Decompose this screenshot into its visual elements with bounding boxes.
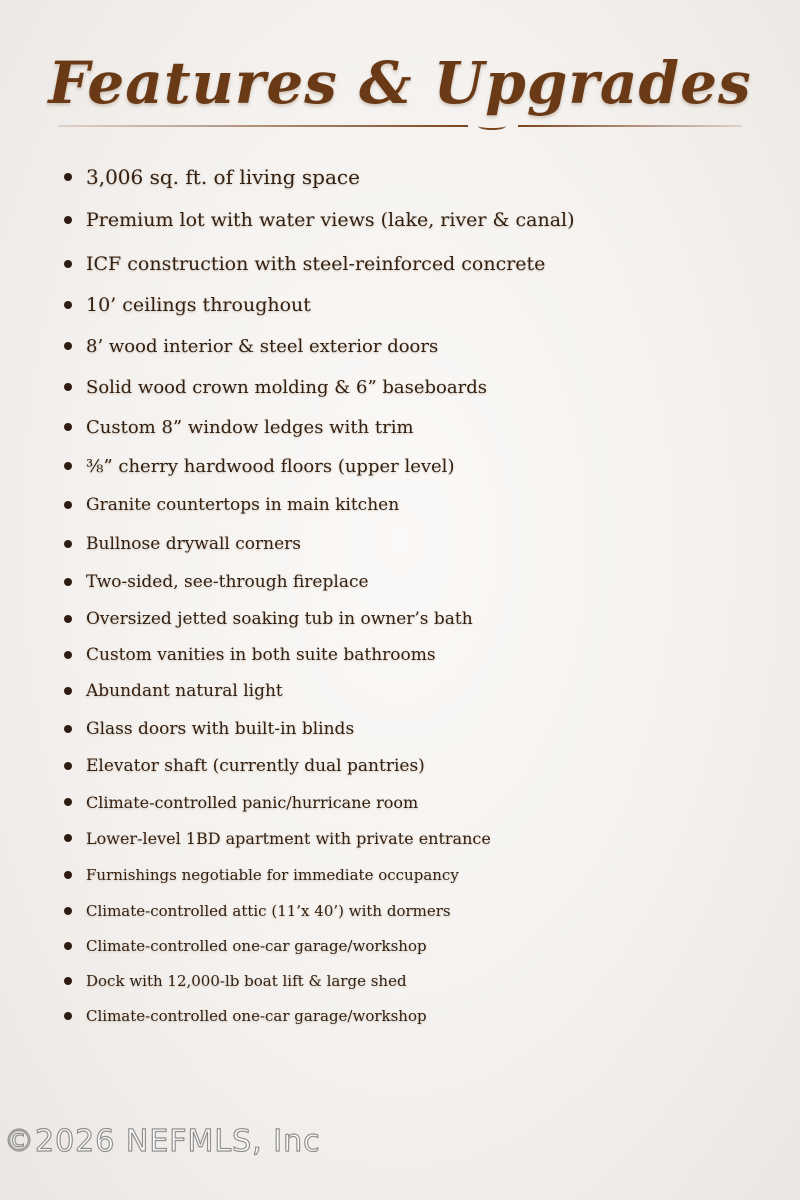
feature-text: Lower-level 1BD apartment with private entrance — [86, 828, 491, 848]
feature-text: 10’ ceilings throughout — [86, 294, 311, 316]
feature-text: Granite countertops in main kitchen — [86, 495, 400, 515]
bullet-icon — [64, 260, 72, 268]
feature-item — [60, 163, 360, 191]
feature-text: Premium lot with water views (lake, river & canal) — [86, 209, 575, 231]
bullet-icon — [64, 501, 72, 509]
feature-item — [60, 206, 575, 234]
bullet-icon — [64, 301, 72, 309]
feature-text: Climate-controlled one-car garage/workshop — [86, 1007, 427, 1025]
feature-item — [60, 788, 418, 816]
copyright-watermark: ©2026 NEFMLS, Inc — [4, 1124, 321, 1159]
feature-text: ICF construction with steel-reinforced concrete — [86, 253, 546, 275]
bullet-icon — [64, 615, 72, 623]
feature-item — [60, 605, 473, 633]
feature-item — [60, 1002, 427, 1030]
feature-text: Bullnose drywall corners — [86, 534, 302, 554]
feature-text: Elevator shaft (currently dual pantries) — [86, 756, 425, 776]
feature-item — [60, 452, 454, 480]
feature-text: ⅜” cherry hardwood floors (upper level) — [86, 455, 455, 477]
feature-item — [60, 897, 451, 925]
feature-item — [60, 568, 369, 596]
bullet-icon — [64, 942, 72, 950]
feature-text: Custom 8” window ledges with trim — [86, 416, 414, 438]
bullet-icon — [64, 651, 72, 659]
feature-text: Two-sided, see-through fireplace — [86, 572, 369, 592]
bullet-icon — [64, 798, 72, 806]
bullet-icon — [64, 173, 72, 181]
feature-text: Furnishings negotiable for immediate occupancy — [86, 866, 459, 884]
feature-item — [60, 861, 459, 889]
feature-item — [60, 332, 438, 360]
feature-item — [60, 967, 407, 995]
bullet-icon — [64, 871, 72, 879]
bullet-icon — [64, 423, 72, 431]
bullet-icon — [64, 578, 72, 586]
feature-text: Dock with 12,000-lb boat lift & large shed — [86, 972, 407, 990]
feature-text: Climate-controlled attic (11’x 40’) with dormers — [86, 902, 451, 920]
page-title: Features & Upgrades — [48, 49, 752, 117]
feature-text: Oversized jetted soaking tub in owner’s bath — [86, 609, 473, 629]
feature-text: Custom vanities in both suite bathrooms — [86, 645, 436, 665]
feature-item — [60, 491, 399, 519]
bullet-icon — [64, 383, 72, 391]
bullet-icon — [64, 834, 72, 842]
feature-text: Abundant natural light — [86, 681, 283, 701]
bullet-icon — [64, 342, 72, 350]
bullet-icon — [64, 907, 72, 915]
feature-text: Climate-controlled one-car garage/workshop — [86, 937, 427, 955]
feature-item — [60, 413, 414, 441]
feature-item — [60, 250, 545, 278]
feature-text: Solid wood crown molding & 6” baseboards — [86, 376, 487, 398]
bullet-icon — [64, 687, 72, 695]
feature-item — [60, 373, 487, 401]
feature-text: 3,006 sq. ft. of living space — [86, 165, 360, 189]
feature-item — [60, 641, 436, 669]
feature-item — [60, 677, 283, 705]
bullet-icon — [64, 725, 72, 733]
bullet-icon — [64, 1012, 72, 1020]
feature-item — [60, 752, 425, 780]
feature-text: Climate-controlled panic/hurricane room — [86, 792, 419, 812]
feature-item — [60, 932, 427, 960]
feature-item — [60, 824, 491, 852]
feature-item — [60, 530, 301, 558]
bullet-icon — [64, 462, 72, 470]
bullet-icon — [64, 977, 72, 985]
bullet-icon — [64, 762, 72, 770]
bullet-icon — [64, 216, 72, 224]
feature-item — [60, 291, 311, 319]
feature-text: Glass doors with built-in blinds — [86, 719, 355, 739]
feature-text: 8’ wood interior & steel exterior doors — [86, 335, 439, 357]
bullet-icon — [64, 540, 72, 548]
feature-item — [60, 715, 354, 743]
